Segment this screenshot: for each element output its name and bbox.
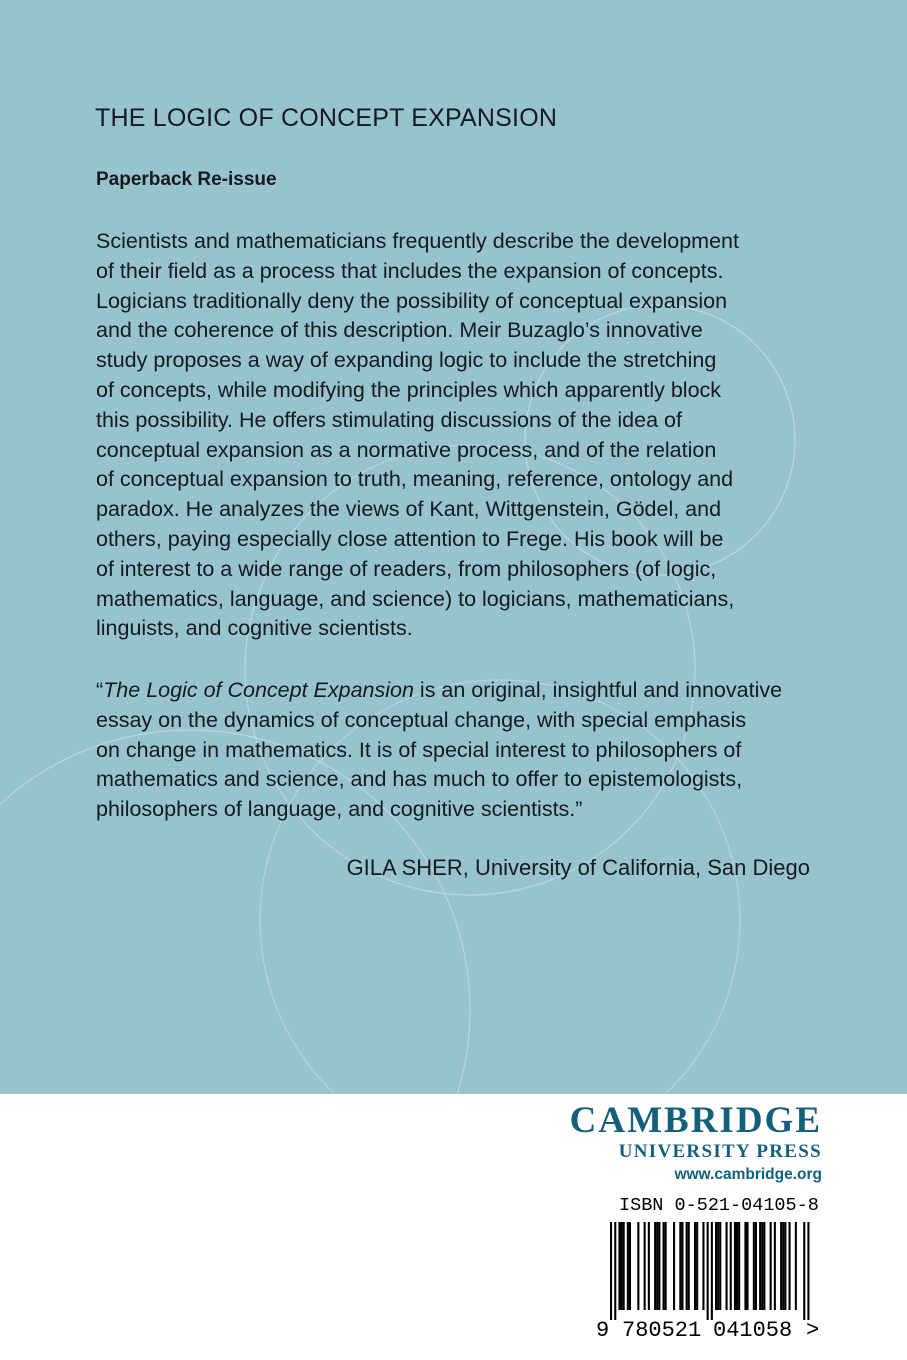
description-line: of interest to a wide range of readers, from philosophers (of logic, — [96, 556, 717, 581]
attribution-affiliation: University of California, San Diego — [468, 855, 810, 880]
book-title: THE LOGIC OF CONCEPT EXPANSION — [95, 104, 558, 132]
isbn-barcode — [594, 1222, 814, 1322]
quote-line: essay on the dynamics of conceptual change, with special emphasis — [96, 707, 747, 732]
barcode-bar — [774, 1222, 776, 1310]
barcode-bar — [780, 1222, 782, 1310]
barcode-bar — [696, 1222, 698, 1310]
barcode-bar — [736, 1222, 738, 1310]
barcode-bar — [694, 1222, 696, 1310]
book-description — [96, 227, 816, 644]
quote-line: mathematics and science, and has much to offer to epistemologists, — [96, 767, 743, 792]
description-line: study proposes a way of expanding logic to include the stretching — [96, 348, 717, 373]
barcode-bar — [719, 1222, 721, 1310]
barcode-bar — [761, 1222, 763, 1310]
quote-line: philosophers of language, and cognitive scientists.” — [96, 797, 583, 822]
description-line: conceptual expansion as a normative process, and of the relation — [96, 437, 717, 462]
barcode-bar — [734, 1222, 736, 1310]
quote-book-title: The Logic of Concept Expansion — [103, 678, 414, 702]
barcode-bar — [673, 1222, 675, 1310]
barcode-bar — [755, 1222, 757, 1310]
barcode-bar — [648, 1222, 650, 1310]
quote-first-line — [96, 676, 816, 706]
barcode-bar — [747, 1222, 749, 1310]
barcode-bar — [763, 1222, 765, 1310]
barcode-bar — [663, 1222, 665, 1310]
barcode-bar — [629, 1222, 631, 1310]
description-line: Logicians traditionally deny the possibility of conceptual expansion — [96, 288, 728, 313]
barcode-bar — [707, 1222, 709, 1320]
barcode-bar — [770, 1222, 772, 1310]
barcode-bar — [715, 1222, 717, 1310]
barcode-bar — [681, 1222, 683, 1310]
barcode-bar — [789, 1222, 791, 1310]
barcode-bar — [627, 1222, 629, 1310]
review-quote — [96, 676, 816, 825]
barcode-bar — [807, 1222, 809, 1320]
barcode-bar — [610, 1222, 612, 1320]
publisher-name: CAMBRIDGE — [569, 1100, 822, 1141]
barcode-first-digit: 9 — [596, 1318, 610, 1343]
edition-subtitle: Paperback Re-issue — [96, 169, 277, 190]
barcode-left-digits: 780521 — [622, 1318, 702, 1343]
description-line: others, paying especially close attention to Frege. His book will be — [96, 526, 724, 551]
quote-attribution — [347, 855, 810, 881]
barcode-bar — [656, 1222, 658, 1310]
barcode-bar — [711, 1222, 713, 1320]
barcode-bar — [637, 1222, 639, 1310]
barcode-bar — [784, 1222, 786, 1310]
barcode-bar — [679, 1222, 681, 1310]
description-line: Scientists and mathematicians frequently describe the development — [96, 229, 739, 253]
description-line: linguists, and cognitive scientists. — [96, 616, 413, 641]
barcode-bar — [686, 1222, 688, 1310]
barcode-bar — [665, 1222, 667, 1310]
barcode-bar — [730, 1222, 732, 1310]
isbn-label: ISBN 0-521-04105-8 — [619, 1195, 819, 1216]
quote-line: on change in mathematics. It is of special interest to philosophers of — [96, 737, 742, 762]
description-line: of concepts, while modifying the principles which apparently block — [96, 377, 722, 402]
barcode-bar — [618, 1222, 620, 1310]
barcode-right-digits: 041058 — [713, 1318, 793, 1343]
barcode-bar — [654, 1222, 656, 1310]
description-line: this possibility. He offers stimulating discussions of the idea of — [96, 407, 682, 432]
barcode-bar — [688, 1222, 690, 1310]
publisher-logo — [570, 1102, 822, 1186]
barcode-bar — [753, 1222, 755, 1310]
publisher-subname: UNIVERSITY PRESS — [618, 1141, 822, 1162]
barcode-bar — [782, 1222, 784, 1310]
barcode-bar — [795, 1222, 797, 1310]
description-line: mathematics, language, and science) to logicians, mathematicians, — [96, 586, 735, 611]
barcode-bar — [658, 1222, 660, 1310]
description-line: of conceptual expansion to truth, meaning, reference, ontology and — [96, 467, 734, 492]
barcode-bar — [803, 1222, 805, 1320]
barcode-bar — [623, 1222, 625, 1310]
description-line: paradox. He analyzes the views of Kant, Wittgenstein, Gödel, and — [96, 497, 722, 522]
quote-open-mark: “ — [96, 678, 104, 702]
barcode-bar — [621, 1222, 623, 1310]
description-line: of their field as a process that includes the expansion of concepts. — [96, 258, 724, 283]
attribution-name: GILA SHER, — [346, 855, 469, 880]
barcode-bar — [744, 1222, 746, 1310]
barcode-bar — [726, 1222, 728, 1310]
barcode-end-mark: > — [806, 1318, 820, 1343]
barcode-bar — [717, 1222, 719, 1310]
barcode-bar — [738, 1222, 740, 1310]
publisher-url: www.cambridge.org — [674, 1166, 822, 1183]
barcode-bar — [644, 1222, 646, 1310]
description-line: and the coherence of this description. Meir Buzaglo’s innovative — [96, 318, 703, 343]
barcode-bar — [614, 1222, 616, 1320]
quote-first-line-rest: is an original, insightful and innovative — [413, 678, 783, 702]
barcode-bar — [702, 1222, 704, 1310]
barcode-bar — [759, 1222, 761, 1310]
